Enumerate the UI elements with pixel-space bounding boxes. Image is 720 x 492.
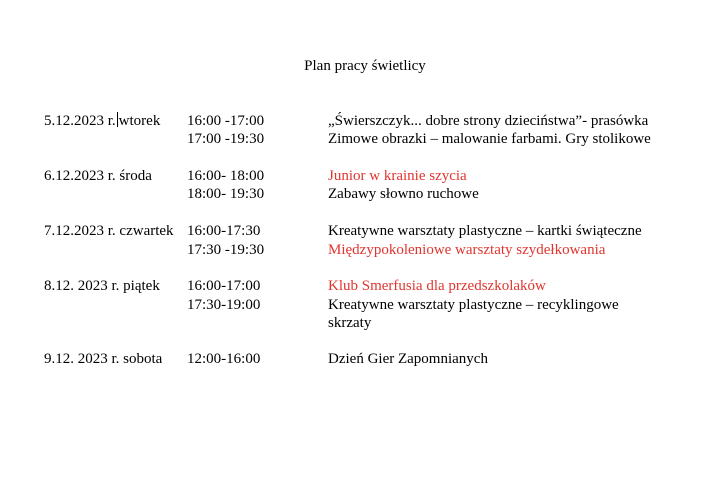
activity-cell: Kreatywne warsztaty plastyczne – recyklingowe bbox=[328, 297, 619, 313]
date-cell: 8.12. 2023 r. piątek bbox=[44, 278, 160, 294]
activity-cell: Zimowe obrazki – malowanie farbami. Gry stolikowe bbox=[328, 131, 651, 147]
time-cell: 16:00- 18:00 bbox=[187, 168, 265, 184]
date-text: 5.12.2023 r. bbox=[44, 113, 116, 129]
activity-cell: „Świerszczyk... dobre strony dzieciństwa”- prasówka bbox=[328, 113, 649, 129]
date-cell: 6.12.2023 r. środa bbox=[44, 168, 152, 184]
text-cursor bbox=[117, 112, 118, 127]
activity-cell-continued: skrzaty bbox=[328, 315, 372, 331]
activity-cell: Kreatywne warsztaty plastyczne – kartki świąteczne bbox=[328, 223, 642, 239]
date-cell[interactable] bbox=[44, 112, 160, 130]
schedule-row bbox=[0, 296, 720, 314]
date-cell: 9.12. 2023 r. sobota bbox=[44, 351, 163, 367]
schedule-row bbox=[0, 350, 720, 368]
time-cell: 18:00- 19:30 bbox=[187, 186, 265, 202]
schedule-row bbox=[0, 222, 720, 240]
time-cell: 12:00-16:00 bbox=[187, 351, 261, 367]
time-cell: 16:00 -17:00 bbox=[187, 113, 265, 129]
time-cell: 16:00-17:00 bbox=[187, 278, 261, 294]
schedule-row bbox=[0, 277, 720, 295]
time-cell: 17:30-19:00 bbox=[187, 297, 261, 313]
schedule-row bbox=[0, 112, 720, 130]
schedule-row bbox=[0, 241, 720, 259]
activity-cell-highlighted: Klub Smerfusia dla przedszkolaków bbox=[328, 278, 546, 294]
schedule-row bbox=[0, 185, 720, 203]
activity-cell-highlighted: Międzypokoleniowe warsztaty szydełkowania bbox=[328, 242, 606, 258]
time-cell: 17:00 -19:30 bbox=[187, 131, 265, 147]
activity-cell: Dzień Gier Zapomnianych bbox=[328, 351, 488, 367]
page-title: Plan pracy świetlicy bbox=[304, 58, 426, 74]
schedule-row bbox=[0, 314, 720, 332]
activity-cell: Zabawy słowno ruchowe bbox=[328, 186, 479, 202]
day-text: wtorek bbox=[118, 113, 161, 129]
time-cell: 17:30 -19:30 bbox=[187, 242, 265, 258]
date-cell: 7.12.2023 r. czwartek bbox=[44, 223, 174, 239]
schedule-row bbox=[0, 130, 720, 148]
time-cell: 16:00-17:30 bbox=[187, 223, 261, 239]
schedule-row bbox=[0, 167, 720, 185]
activity-cell-highlighted: Junior w krainie szycia bbox=[328, 168, 467, 184]
